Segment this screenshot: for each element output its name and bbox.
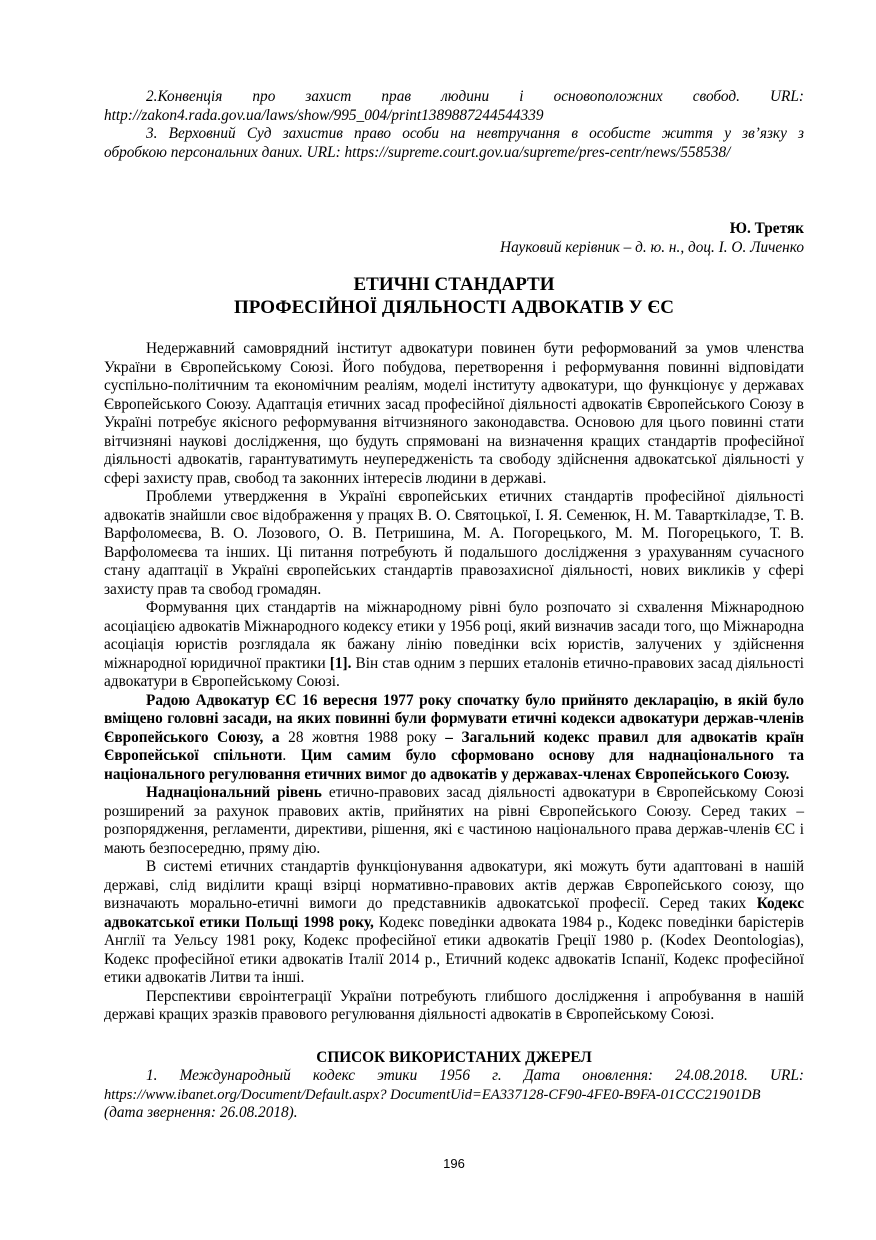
paragraph-6-text: В системі етичних стандартів функціонування адвокатури, які можуть бути адаптовані в нашій державі, слід виділити кращі взірці нормативно-правових актів держав Європейського союзу, що визначають морально-етичні вимоги до представників адвокатської професії. Серед таких <box>104 858 804 912</box>
paragraph-6-bold: Кодекс адвокатської етики Польщі 1998 року, <box>104 895 804 931</box>
paragraph-4-bold-c: – Загальний кодекс правил для адвокатів країн Європейської спільноти <box>104 728 804 764</box>
article-body <box>104 340 804 1025</box>
paragraph-5-text: етично-правових засад діяльності адвокатури в Європейському Союзі розширений за рахунок правових актів, прийнятих на рівні Європейського Союзу. Серед таких – розпорядження, регламенти, директиви, рішення, які є частиною національного права держав-членів ЄС і мають безпосередню, пряму дію. <box>104 784 804 857</box>
page-number: 196 <box>443 1156 465 1171</box>
paragraph-1: Недержавний самоврядний інститут адвокатури повинен бути реформований за умов членства України в Європейському Союзі. Його побудова, перетворення і реформування повинні відповідати суспільно-політичним та економічним реаліям, моделі інституту адвокатури, що функціонує у державах Європейського Союзу. Адаптація етичних засад професійної діяльності адвокатів Європейського Союзу в Україні потребує якісного реформування вітчизняного законодавства. Основою для цього повинні стати вітчизняні наукові дослідження, що будуть спрямовані на визначення кращих стандартів професійної діяльності адвокатів, гарантуватимуть неупередженість та свободу здійснення адвокатської діяльності у сфері захисту прав, свобод та законних інтересів людини в державі. <box>104 340 804 487</box>
paragraph-3 <box>104 599 804 692</box>
paragraph-4 <box>104 692 804 785</box>
paragraph-3-text: Формування цих стандартів на міжнародному рівні було розпочато зі схвалення Міжнародною асоціацією адвокатів Міжнародного кодексу етики у 1956 році, який визначив засади того, що Міжнародна асоціація юристів розглядала як бажану лінію поведінки всіх юристів, залучених у здійснення міжнародної юридичної практики <box>104 599 804 672</box>
title-line-2: ПРОФЕСІЙНОЇ ДІЯЛЬНОСТІ АДВОКАТІВ У ЄС <box>234 297 674 318</box>
paragraph-4-bold-e: Цим самим було сформовано основу для наднаціонального та національного регулювання етичних вимог до адвокатів у державах-членах Європейського Союзу. <box>104 747 804 783</box>
reference-access-date: (дата звернення: 26.08.2018). <box>104 1104 298 1121</box>
previous-reference-url: обробкою персональних даних. URL: https://supreme.court.gov.ua/supreme/pres-centr/news/558538/ <box>104 143 731 161</box>
previous-references <box>104 88 804 162</box>
previous-reference-item: 2.Конвенція про захист прав людини і основоположних свобод. URL: <box>146 88 804 105</box>
paragraph-6 <box>104 858 804 988</box>
paragraph-7: Перспективи євроінтеграції України потребують глибшого дослідження і апробування в нашій державі кращих зразків правового регулювання діяльності адвокатів в Європейському Союзі. <box>104 987 804 1023</box>
paragraph-2: Проблеми утвердження в Україні європейських етичних стандартів професійної діяльності адвокатів знайшли своє відображення у працях В. О. Святоцької, І. Я. Семенюк, Н. М. Таварткіладзе, Т. В. Варфоломеєва, В. О. Лозового, О. В. Петришина, М. А. Погорецького, М. М. Погорецького, Т. В. Варфоломеєва та інших. Ці питання потребують й подальшого дослідження з урахуванням сучасного стану адаптації в Україні європейських стандартів правозахисної діяльності, нових викликів у сфері захисту прав та свобод громадян. <box>104 488 804 598</box>
paragraph-5-bold: Наднаціональний рівень <box>146 784 322 801</box>
paragraph-3-text-end: Він став одним з перших еталонів етично-правових засад діяльності адвокатури в Європейському Союзі. <box>104 654 805 690</box>
title-line-1: ЕТИЧНІ СТАНДАРТИ <box>353 274 555 295</box>
paragraph-4-bold-a: Радою Адвокатур ЄС 16 вересня 1977 року спочатку було прийнято декларацію, в якій було вміщено головні засади, на яких повинні були формувати етичні кодекси адвокатури держав-членів Європейського Союзу, а <box>104 691 804 746</box>
author-block <box>104 220 804 257</box>
paragraph-4-sep: . <box>282 747 301 764</box>
previous-reference-url: http://zakon4.rada.gov.ua/laws/show/995_004/print1389887244544339 <box>104 106 544 124</box>
supervisor: Науковий керівник – д. ю. н., доц. І. О. Личенко <box>500 238 804 256</box>
references-section <box>104 1049 804 1123</box>
author-name: Ю. Третяк <box>729 220 804 237</box>
references-heading: СПИСОК ВИКОРИСТАНИХ ДЖЕРЕЛ <box>316 1049 592 1066</box>
paragraph-4-date: 28 жовтня 1988 року <box>279 728 446 746</box>
paragraph-5 <box>104 784 804 858</box>
article-title <box>104 273 804 319</box>
paragraph-6-text-end: Кодекс поведінки адвоката 1984 р., Кодекс поведінки барістерів Англії та Уельсу 1981 року, Кодекс професійної етики адвокатів Греції 1980 р. (Kodex Deontologias), Кодекс професійної етики адвокатів Італії 2014 р., Етичний кодекс адвокатів Іспанії, Кодекс професійної етики адвокатів Литви та інші. <box>104 913 805 986</box>
previous-reference-item: 3. Верховний Суд захистив право особи на невтручання в особисте життя у зв’язку з <box>146 125 804 142</box>
citation-ref: [1]. <box>329 654 352 672</box>
reference-url: https://www.ibanet.org/Document/Default.aspx? DocumentUid=EA337128-CF90-4FE0-B9FA-01CCC21901DB <box>104 1086 761 1103</box>
reference-item: 1. Международный кодекс этики 1956 г. Дата оновлення: 24.08.2018. URL: <box>146 1067 804 1084</box>
